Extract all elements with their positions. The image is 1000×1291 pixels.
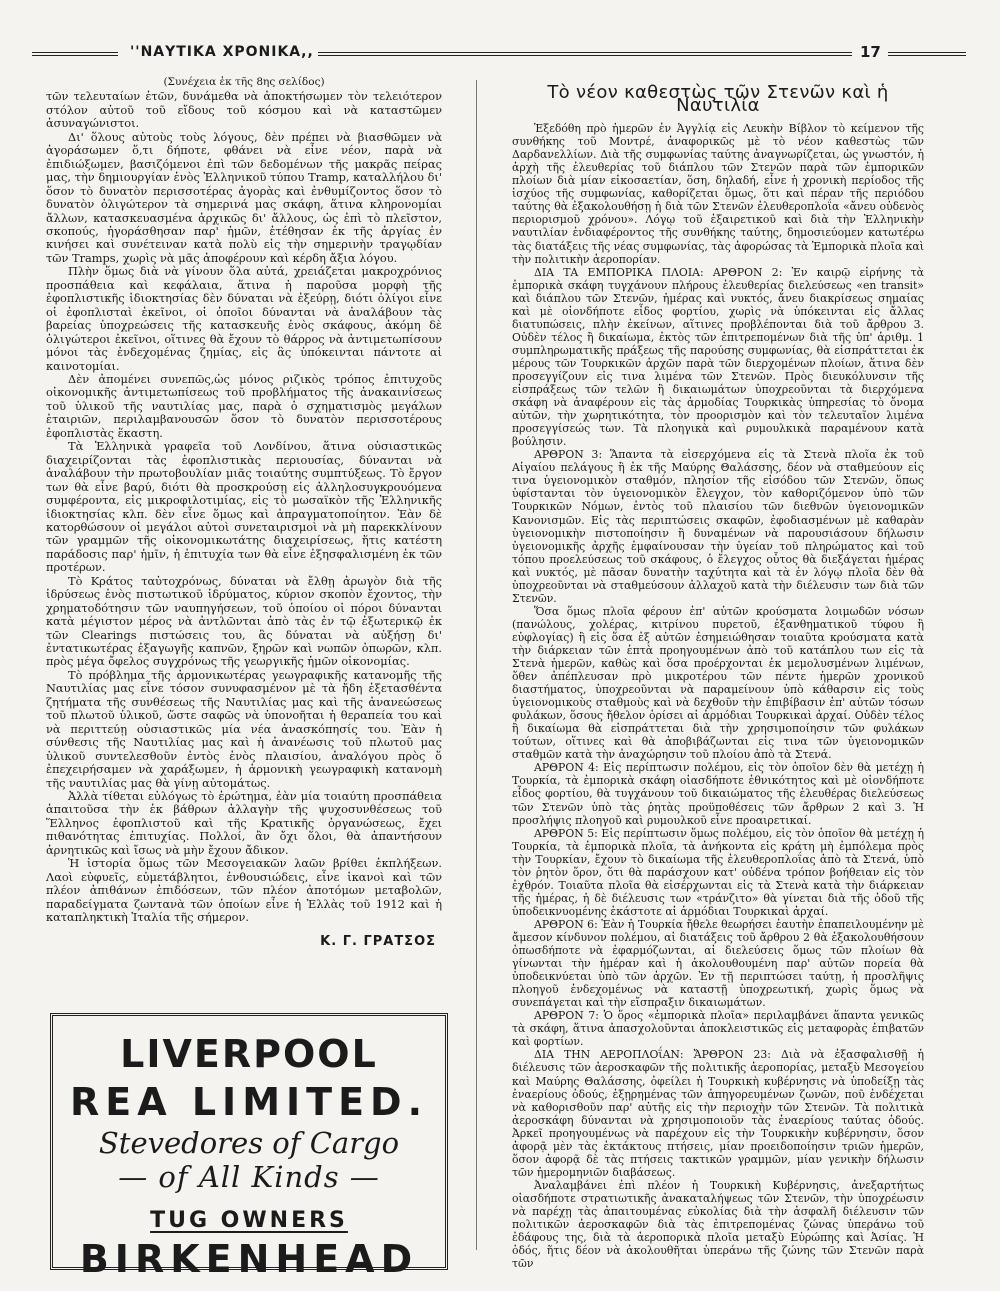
paragraph: Τὸ πρόβλημα τῆς ἁρμονικωτέρας γεωγραφικῆς κατανομῆς τῆς Ναυτιλίας μας εἶνε τόσον συνυφασμένον μὲ τὰ ἤδη ἐξετασθέντα ζητήματα τῆς συνθέσεως τῆς Ναυτιλίας μας καὶ τῆς ἀνανεώσεως τοῦ πλωτοῦ ὑλικοῦ, ὥστε σαφῶς νὰ ὑπονοῆται ἡ θεραπεία του καὶ νὰ περιττεύῃ οὐσιαστικῶς μία νέα ἀνασκόπησίς του. Ἐὰν ἡ σύνθεσις τῆς Ναυτιλίας μας καὶ ἡ ἀνανέωσις τοῦ πλωτοῦ μας ὑλικοῦ συντελεσθοῦν ἐντὸς ἑνὸς πλαισίου, ἀναλόγου πρὸς ὅ ἐπεχειρήσαμεν νὰ χαράξωμεν, ἡ ἁρμονικὴ γεωγραφικὴ κατανομὴ τῆς ναυτιλίας μας θὰ γίνῃ αὐτομάτως. — [46, 667, 442, 790]
paragraph: ΑΡΘΡΟΝ 7: Ὁ ὅρος «ἐμπορικὰ πλοῖα» περιλαμβάνει ἅπαντα γενικῶς τὰ σκάφη, ἅτινα ἀπασχολοῦνται ἀποκλειστικῶς εἰς μεταφορὰς ἐπιβατῶν καὶ φορτίων. — [512, 1009, 924, 1049]
periodical-title: ''ΝΑΥΤΙΚΑ ΧΡΟΝΙΚΑ,, — [130, 44, 314, 60]
paragraph: ΑΡΘΡΟΝ 6: Ἐὰν ἡ Τουρκία ἤθελε θεωρήσει ἑαυτὴν ἐπαπειλουμένην μὲ ἄμεσον κίνδυνον πολέμου, αἱ διατάξεις τοῦ ἄρθρου 2 θὰ ἐξακολουθήσουν ὁπωσδήποτε νὰ ἐφαρμόζωνται, αἱ διελεύσεις ὅμως τῶν πλοίων θὰ γίνωνται τὴν ἡμέραν καὶ ἡ ἀκολουθουμένη παρ' αὐτῶν πορεία θὰ ὑποδεικνύεται ὑπὸ τῶν ἀρχῶν. Ἐν τῇ περιπτώσει ταύτῃ, ἡ προσλῆψις πλοηγοῦ ἐνδεχομένως νὰ καταστῇ ὑποχρεωτική, χωρὶς ὅμως νὰ συνεπάγεται καὶ τὴν εἴσπραξιν δικαιωμάτων. — [512, 917, 924, 1010]
advert-service-sub: — of All Kinds — — [118, 1160, 380, 1194]
right-column-article — [512, 76, 924, 1270]
advert-town: BIRKENHEAD — [79, 1237, 419, 1281]
paragraph: Πλὴν ὅμως διὰ νὰ γίνουν ὅλα αὐτά, χρειάζεται μακροχρόνιος προσπάθεια καὶ κεφάλαια, ἅτινα ἡ παροῦσα μορφὴ τῆς ἐφοπλιστικῆς ἰδιοκτησίας δὲν δύναται νὰ ἐξεύρῃ, διότι ὀλίγοι εἶνε οἱ ἐφοπλισταὶ ἐκεῖνοι, οἱ ὁποῖοι δύνανται νὰ ἀναλάβουν τὰς βαρείας ὑποχρεώσεις τῆς κατασκευῆς ἑνὸς σκάφους, ἀκόμη δὲ ὀλιγώτεροι ἐκεῖνοι, οἵτινες θὰ ἔχουν τὸ θάρρος νὰ ἀντιμετωπίσουν μόνοι τὰς ἐνδεχομένας ζημίας, εἰς ἃς ὑπόκεινται πάντοτε αἱ καινοτομίαι. — [46, 264, 442, 373]
advert-tug-owners: TUG OWNERS — [150, 1208, 348, 1233]
paragraph: Τὰ Ἑλληνικὰ γραφεῖα τοῦ Λονδίνου, ἅτινα οὐσιαστικῶς διαχειρίζονται τὰς ἐφοπλιστικὰς περιουσίας, δύνανται νὰ ἀναλάβουν τὴν πρωτοβουλίαν μιᾶς τοιαύτης συμπτύξεως. Τὸ ἔργον των θὰ εἶνε βαρύ, διότι θὰ προσκρούσῃ εἰς ἀλληλοσυγκρουόμενα συμφέροντα, εἰς μικροφιλοτιμίας, εἰς τὸ μωσαϊκὸν τῆς Ἑλληνικῆς ἰδιοκτησίας κλπ. δὲν εἶνε ὅμως καὶ ἀπραγματοποίητον. Ἐὰν δὲ κατορθώσουν οἱ μεγάλοι αὐτοὶ συνεταιρισμοὶ νὰ μὴ παρεκκλίνουν τῶν γραμμῶν τῆς οἰκονομικωτάτης διαχειρίσεως, ἥτις κατέστη παράδοσις παρ' ἡμῖν, ἡ ἐπιτυχία των θὰ εἶνε ἐξησφαλισμένη ἐκ τῶν προτέρων. — [46, 439, 442, 575]
advert-city: LIVERPOOL — [120, 1032, 378, 1076]
paragraph: ΑΡΘΡΟΝ 4: Εἰς περίπτωσιν πολέμου, εἰς τὸν ὁποῖον δὲν θὰ μετέχῃ ἡ Τουρκία, τὰ ἐμπορικὰ σκάφη οἱασδήποτε ἐθνικότητος καὶ μὲ οἱονδήποτε εἶδος φορτίου, θὰ τυγχάνουν τοῦ δικαιώματος τῆς ἐλευθέρας διελεύσεως τῶν Στενῶν ὑπὸ τὰς ῥητὰς προϋποθέσεις τῶν ἄρθρων 2 καὶ 3. Ἡ προσλήψις πλοηγοῦ καὶ ρυμουλκοῦ εἶνε προαιρετικαί. — [512, 761, 924, 827]
paragraph: Τὸ Κράτος ταὐτοχρόνως, δύναται νὰ ἔλθῃ ἀρωγὸν διὰ τῆς ἱδρύσεως ἑνὸς πιστωτικοῦ ἱδρύματος, κύριον σκοπὸν ἔχοντος, τὴν χρηματοδότησιν τῶν ναυπηγήσεων, τοῦ ὁποίου οἱ πόροι δύνανται κατὰ μέγιστον μέρος νὰ ἀντλῶνται ἀπὸ τὰς ἐν τῷ ἐξωτερικῷ ἐκ τῶν Clearings πιστώσεις του, ἃς δύναται νὰ αὐξήσῃ δι' ἐντατικωτέρας ἐξαγωγῆς καπνῶν, ξηρῶν καὶ νωπῶν ὀπωρῶν, κλπ. πρὸς μέγα ὄφελος συγχρόνως τῆς γεωργικῆς ἡμῶν οἰκονομίας. — [46, 573, 442, 669]
header-rule-left — [32, 52, 118, 56]
paragraph: Ἐξεδόθη πρὸ ἡμερῶν ἐν Ἀγγλίᾳ εἰς Λευκὴν Βίβλον τὸ κείμενον τῆς συνθήκης τοῦ Μοντρέ, ἀναφορικῶς μὲ τὸ νέον καθεστὼς τῶν Δαρδανελλίων. Διὰ τῆς συμφωνίας ταύτης ἀναγνωρίζεται, ὡς γνωστόν, ἡ ἀρχὴ τῆς ἐλευθερίας τοῦ διάπλου τῶν Στενῶν παρὰ τῶν ἐμπορικῶν πλοίων διὰ μίαν εἰκοσαετίαν, ὅση, δηλαδή, εἶνε ἡ χρονικὴ περίοδος τῆς ἰσχύος τῆς συμφωνίας, καθορίζεται ὅμως, ὅτι καὶ πέραν τῆς περιόδου ταύτης θὰ ἐξακολουθήσῃ ἡ διὰ τῶν Στενῶν ἐλευθεροπλοΐα «ἄνευ οὐδενὸς περιορισμοῦ χρόνου». Λόγῳ τοῦ ἐξαιρετικοῦ καὶ διὰ τὴν Ἑλληνικὴν ναυτιλίαν ἐνδιαφέροντος τῆς συνθήκης ταύτης, δημοσιεύομεν κατωτέρω τὰς διατάξεις τῆς νέας συμφωνίας, τὰς ἀφορώσας τὰ Ἐμπορικὰ πλοῖα καὶ τὴν πολιτικὴν ἀεροπορίαν. — [512, 122, 924, 266]
header-rule-right — [888, 52, 966, 56]
paragraph: Ἡ ἱστορία ὅμως τῶν Μεσογειακῶν λαῶν βρίθει ἐκπλήξεων. Λαοὶ εὐφυεῖς, εὐμετάβλητοι, ἐνθουσιώδεις, εἶνε ἱκανοὶ καὶ τῶν πλέον ἀπιθάνων ἐπιδόσεων, τῶν πλέον ἀποτόμων μεταβολῶν, παραδείγματα ζωντανὰ τῶν ὁποίων εἶνε ἡ Ἑλλὰς τοῦ 1912 καὶ ἡ καταπληκτικὴ Ἰταλία τῆς σήμερον. — [46, 856, 442, 925]
paragraph: Δὲν ἀπομένει συνεπῶς,ὡς μόνος ριζικὸς τρόπος ἐπιτυχοῦς οἰκονομικῆς ἀντιμετωπίσεως τοῦ προβλήματος τῆς ἀνακαινίσεως τοῦ ὑλικοῦ τῆς ναυτιλίας μας, παρὰ ὁ σχηματισμὸς μεγάλων ἑταιριῶν, περιλαμβανουσῶν ὅσον τὸ δυνατὸν περισσοτέρους ἐφοπλιστὰς ἕκαστη. — [46, 371, 442, 440]
paragraph: ΑΡΘΡΟΝ 5: Εἰς περίπτωσιν ὅμως πολέμου, εἰς τὸν ὁποῖον θὰ μετέχῃ ἡ Τουρκία, τὰ ἐμπορικὰ πλοῖα, τὰ ἀνήκοντα εἰς κράτη μὴ ἐμπόλεμα πρὸς τὴν Τουρκίαν, ἔχουν τὸ δικαίωμα τῆς ἐλευθεροπλοΐας ἀπὸ τὰ Στενά, ὑπὸ τὸν ῥητὸν ὅρον, ὅτι θὰ παράσχουν κατ' οὐδένα τρόπον βοήθειαν εἰς τὸν ἐχθρόν. Τοιαῦτα πλοῖα θὰ εἰσέρχωνται εἰς τὰ Στενὰ κατὰ τὴν διάρκειαν τῆς ἡμέρας, ἡ δὲ διέλευσις των «τράνζιτο» θὰ γίνεται διὰ τῆς ὁδοῦ τῆς ὑποδεικνυομένης ἑκάστοτε αἱ ἁρμόδιαι Τουρκικαὶ ἀρχαί. — [512, 826, 924, 918]
author-signature: Κ. Γ. ΓΡΑΤΣΟΣ — [320, 933, 436, 949]
paragraph: Δι' ὅλους αὐτοὺς τοὺς λόγους, δὲν πρέπει νὰ βιασθῶμεν νὰ ἀγοράσωμεν ὅ,τι δήποτε, φθάνει νὰ εἶνε νέον, παρὰ νὰ ἐπιδιώξωμεν, βασιζόμενοι ἐπὶ τῶν δεδομένων τῆς μακρᾶς πείρας μας, τὴν δημιουργίαν ἑνὸς Ἑλληνικοῦ τύπου Tramp, καταλλήλου δι' ὅσον τὸ δυνατὸν περισσοτέρας ἀγορὰς καὶ ἐνθυμίζοντος ὅσον τὸ δυνατὸν ὀλιγώτερον τὰ σημερινά μας σκάφη, ἅτινα κληρονομίαι ἄλλων, κατασκευασμένα ἀρχικῶς δι' ἄλλους, ὡς ἐπὶ τὸ πλεῖστον, σκοπούς, ἠγοράσθησαν παρ' ἡμῶν, ἐτέθησαν ἐκ τῆς ἀργίας ἐν κινήσει καὶ συνέτειναν κατὰ πολὺ εἰς τὴν σημερινὴν τραγῳδίαν τῶν Tramps, χωρὶς νὰ μᾶς ἀποφέρουν καὶ κέρδη ἄξια λόγου. — [46, 129, 442, 265]
left-column-article — [46, 76, 442, 948]
paragraph: ΑΡΘΡΟΝ 3: Ἅπαντα τὰ εἰσερχόμενα εἰς τὰ Στενὰ πλοῖα ἐκ τοῦ Αἰγαίου πελάγους ἢ ἐκ τῆς Μαύρης Θαλάσσης, δέον νὰ σταθμεύουν εἰς τινα ὑγειονομικὸν σταθμόν, πλησίον τῆς εἰσόδου τῶν Στενῶν, ὅπως ὑφίστανται τὸν ὑγειονομικὸν ἔλεγχον, τὸν καθοριζόμενον ὑπὸ τῶν Τουρκικῶν Νόμων, ἐντὸς τοῦ πλαισίου τῶν διεθνῶν ὑγειονομικῶν Κανονισμῶν. Εἰς τὰς περιπτώσεις σκαφῶν, ἐφοδιασμένων μὲ καθαρὰν ὑγειονομικὴν πιστοποίησιν ἢ δυναμένων νὰ παρουσιάσουν δήλωσιν ὑγειονομικῆς ἀρχῆς ἐμφαίνουσαν τὴν ὑγείαν τοῦ πληρώματος καὶ τοῦ τόπου προελεύσεως τοῦ σκάφους, ὁ ἔλεγχος οὗτος θὰ διεξάγεται ἡμέρας καὶ νυκτός, μὲ πᾶσαν δυνατὴν ταχύτητα καὶ τὰ ἐν λόγῳ πλοῖα δὲν θὰ ὑποχρεοῦνται νὰ σταθμεύσουν ἀλλαχοῦ κατὰ τὴν διέλευσιν των διὰ τῶν Στενῶν. — [512, 448, 924, 605]
paragraph: Ὅσα ὅμως πλοῖα φέρουν ἐπ' αὐτῶν κρούσματα λοιμωδῶν νόσων (πανώλους, χολέρας, κιτρίνου πυρετοῦ, ἐξανθηματικοῦ τύφου ἢ εὐφλογίας) ἢ εἰς ὅσα ἐξ αὐτῶν ἐσημειώθησαν τοιαῦτα κρούσματα κατὰ τὴν διάρκειαν τῶν ἑπτὰ προηγουμένων ἀπὸ τοῦ κατάπλου των εἰς τὰ Στενὰ ἡμερῶν, καθὼς καὶ ὅσα προέρχονται ἐκ μεμολυσμένων λιμένων, ὅθεν ἀπέπλευσαν πρὸ μικροτέρου τῶν πέντε ἡμερῶν χρονικοῦ διαστήματος, ὑποχρεοῦνται νὰ παραμείνουν ὑπὸ κάθαρσιν εἰς τοὺς ὑγειονομικοὺς σταθμοὺς καὶ νὰ δεχθοῦν τὴν ἐπιβίβασιν ἐπ' αὐτῶν τόσων φυλάκων, ὅσους ἤθελον ὁρίσει αἱ ἁρμόδιαι Τουρκικαὶ ἀρχαί. Οὐδὲν τέλος ἢ δικαίωμα θὰ εἰσπράττεται διὰ τὴν χρησιμοποίησιν τῶν φυλάκων τούτων, οἵτινες καὶ θὰ ἀποβιβάζωνται εἰς τινα τῶν ὑγειονομικῶν σταθμῶν κατὰ τὴν ἀναχώρησιν τοῦ πλοίου ἀπὸ τὰ Στενά. — [512, 604, 924, 762]
paragraph: ΔΙΑ ΤΑ ΕΜΠΟΡΙΚΑ ΠΛΟΙΑ: ΑΡΘΡΟΝ 2: Ἐν καιρῷ εἰρήνης τὰ ἐμπορικὰ σκάφη τυγχάνουν πλήρους ἐλευθερίας διελεύσεως «en transit» καὶ διάπλου τῶν Στενῶν, ἡμέρας καὶ νυκτός, ἄνευ διακρίσεως σημαίας καὶ μὲ οἱονδήποτε εἶδος φορτίου, χωρὶς νὰ ὑπόκεινται εἰς ἄλλας διατυπώσεις, πλὴν ἐκείνων, αἵτινες προβλέπονται διὰ τοῦ ἄρθρου 3. Οὐδὲν τέλος ἢ δικαίωμα, ἐκτὸς τῶν ἐπιτρεπομένων διὰ τῆς ὑπ' ἀριθμ. 1 συμπληρωματικῆς πράξεως τῆς παρούσης συμφωνίας, θὰ εἰσπράττεται ἐκ μέρους τῶν Τουρκικῶν ἀρχῶν παρὰ τῶν διερχομένων πλοίων, ἅτινα δὲν προσεγγίζουν εἰς τινα λιμένα τῶν Στενῶν. Πρὸς διευκόλυνσιν τῆς εἰσπράξεως τῶν τελῶν ἢ δικαιωμάτων ὑποχρεοῦνται τὰ διερχόμενα σκάφη νὰ ἀναφέρουν εἰς τὰς ἁρμοδίας Τουρκικὰς ὑπηρεσίας τὸ ὄνομα αὐτῶν, τὴν χωρητικότητα, τὸν προορισμὸν καὶ τὸν τελευταῖον λιμένα προσεγγίσεώς των. Τὰ πλοηγικὰ καὶ ρυμουλκικὰ παραμένουν κατὰ βούλησιν. — [512, 265, 924, 449]
paragraph: ΔΙΑ ΤΗΝ ΑΕΡΟΠΛΟΐΑΝ: ἌΡΘΡΟΝ 23: Διὰ νὰ ἐξασφαλισθῇ ἡ διέλευσις τῶν ἀεροσκαφῶν τῆς πολιτικῆς ἀεροπορίας, μεταξὺ Μεσογείου καὶ Μαύρης Θαλάσσης, ὀφείλει ἡ Τουρκικὴ κυβέρνησις νὰ ὑποδείξῃ τὰς ἐναερίους ὁδούς, ἐξῃρημένας τῶν ἀπηγορευμένων ζωνῶν, ποῦ ἐνδέχεται νὰ καθορισθοῦν παρ' αὐτῆς εἰς τὴν περιοχὴν τῶν Στενῶν. Τὰ πολιτικὰ ἀεροσκάφη δύνανται νὰ χρησιμοποιοῦν τὰς ἐναερίους ταύτας ὁδούς. Ἀρκεῖ προηγουμένως νὰ παρέχουν εἰς τὴν Τουρκικὴν κυβέρνησιν, ὅσον ἀφορᾷ μὲν τὰς ἐκτάκτους πτήσεις, μίαν προειδοποίησιν τριῶν ἡμερῶν, ὅσον ἀφορᾷ δὲ τὰς πτήσεις τακτικῶν γραμμῶν, μίαν γενικὴν δήλωσιν τῶν ἡμερομηνιῶν διαβάσεως. — [512, 1048, 924, 1179]
continuation-note: (Συνέχεια ἐκ τῆς 8ης σελίδος) — [163, 76, 325, 88]
header-rule-middle — [318, 52, 852, 56]
page-number: 17 — [860, 43, 881, 61]
advert-service: Stevedores of Cargo — [98, 1126, 400, 1160]
paragraph: Ἀλλὰ τίθεται εὐλόγως τὸ ἐρώτημα, ἐὰν μία τοιαύτη προσπάθεια ἀπαιτοῦσα τὴν ἐκ βάθρων ἀλλαγὴν τῆς ψυχοσυνθέσεως τοῦ Ἕλληνος ἐφοπλιστοῦ καὶ τῆς Κρατικῆς ὀργανώσεως, ἔχει πιθανότητας ἐπιτυχίας. Πολλοί, ἂν ὄχι ὅλοι, θὰ ἀπαντήσουν ἀρνητικῶς καὶ ἴσως νὰ μὴν ἔχουν ἄδικον. — [46, 789, 442, 857]
article-title: Τὸ νέον καθεστὼς τῶν Στενῶν καὶ ἡ Ναυτιλία — [547, 82, 889, 117]
advert-company: REA LIMITED. — [69, 1080, 429, 1124]
paragraph: τῶν τελευταίων ἐτῶν, δυνάμεθα νὰ ἀποκτήσωμεν τὸν τελειότερον στόλον αὐτοῦ τοῦ εἴδους τοῦ κόσμου καὶ νὰ καταστῶμεν ἀσυναγώνιστοι. — [46, 89, 442, 131]
column-divider — [476, 80, 477, 1250]
paragraph: Ἀναλαμβάνει ἐπὶ πλέον ἡ Τουρκικὴ Κυβέρνησις, ἀνεξαρτήτως οἱασδήποτε στρατιωτικῆς ἀνακαταλήψεως τῶν Στενῶν, τὴν ὑποχρέωσιν νὰ παρέχῃ τὰς ἀπαιτουμένας εὐκολίας διὰ τὴν ἀσφαλῆ διέλευσιν τῶν πολιτικῶν ἀεροσκαφῶν διὰ τὰς ἐπιτρεπομένας ζώνας ὑπεράνω τοῦ ἐδάφους της, διὰ τὰ ἀεροπορικὰ πλοῖα μεταξὺ Εὐρώπης καὶ Ἀσίας. Ἡ ὁδός, ἥτις δέον νὰ ἀκολουθῆται ὑπεράνω τῆς ζώνης τῶν Στενῶν παρὰ τῶν — [512, 1178, 924, 1271]
advertisement-box — [50, 1013, 448, 1281]
